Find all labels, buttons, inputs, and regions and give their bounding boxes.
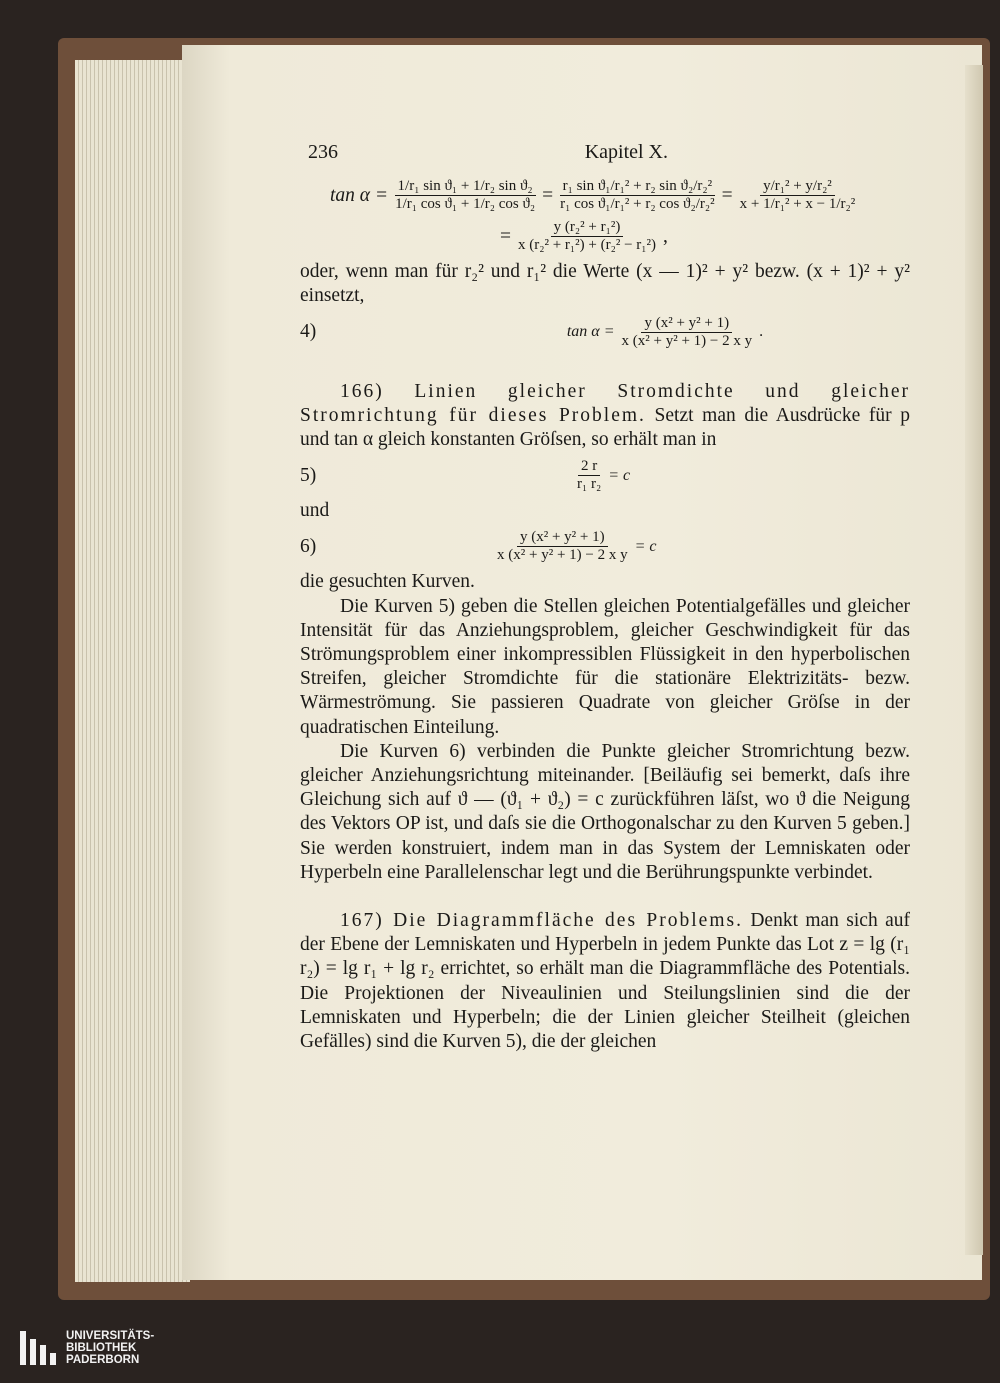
numerator: y (x² + y² + 1) (517, 529, 608, 547)
logo-line-1: UNIVERSITÄTS- (66, 1330, 155, 1342)
fraction (494, 529, 631, 564)
page-edge (965, 65, 983, 1255)
equals-sign: = (500, 225, 511, 247)
denominator: x (x² + y² + 1) − 2 x y (621, 332, 753, 349)
eq-label: 6) (300, 535, 317, 557)
eq-rhs: = c (634, 537, 657, 555)
frac3-numerator: y/r₁² + y/r₂² (760, 178, 835, 196)
frac1-denominator: 1/r₁ cos ϑ₁ + 1/r₂ cos ϑ₂ (395, 196, 536, 213)
eq-lhs: tan α = (330, 184, 389, 206)
eq-label: 4) (300, 321, 317, 342)
section-166 (300, 380, 910, 453)
frac4-denominator: x (r₂² + r₁²) + (r₂² − r₁²) (518, 237, 656, 254)
chapter-title: Kapitel X. (584, 141, 668, 163)
comma: , (663, 225, 668, 247)
eq-lhs: tan α = (566, 323, 615, 340)
running-head (308, 140, 668, 164)
eq-rhs: = c (608, 466, 631, 484)
section-heading: 166) Linien gleicher Stromdichte und gleicher Stromrichtung für dieses Problem. (300, 380, 910, 426)
library-logo (20, 1330, 154, 1366)
library-logo-text (66, 1330, 154, 1366)
denominator: x (x² + y² + 1) − 2 x y (497, 547, 628, 564)
text-gesuchten: die gesuchten Kurven. (300, 571, 475, 593)
text-substitution: oder, wenn man für r₂² und r₁² die Werte (x — 1)² + y² bezw. (x + 1)² + y² einsetzt, (300, 261, 910, 307)
equation-5 (300, 458, 910, 493)
eq-body (420, 315, 910, 350)
frac2-numerator: r₁ sin ϑ₁/r₁² + r₂ sin ϑ₂/r₂² (560, 178, 716, 196)
frac2-denominator: r₁ cos ϑ₁/r₁² + r₂ cos ϑ₂/r₂² (560, 196, 715, 213)
frac1-numerator: 1/r₁ sin ϑ₁ + 1/r₂ sin ϑ₂ (395, 178, 536, 196)
frac3-denominator: x + 1/r₁² + x − 1/r₂² (739, 196, 856, 213)
library-logo-icon (20, 1331, 58, 1365)
section-body: Denkt man sich auf der Ebene der Lemniskaten und Hyperbeln in jedem Punkte das Lot z = lg (r₁ r₂) = lg r₁ + lg r₂ errichtet, so erhält man die Diagrammfläche des Potentials. Die Projektionen der Niveaulinien und Steilungslinien sind die der Lemniskaten und Hyperbeln; die der Linien gleicher Steilheit (gleichen Gefälles) sind die Kurven 5), die der gleichen (300, 910, 910, 1053)
eq-body (420, 529, 910, 564)
equation-tan-alpha (330, 178, 910, 213)
paragraph-kurven-6: Die Kurven 6) verbinden die Punkte gleicher Stromrichtung bezw. gleicher Anziehungsrichtung miteinander. [Beiläufig sei bemerkt, daſs ihre Gleichung sich auf ϑ — (ϑ₁ + ϑ₂) = c zurückführen läſst, wo ϑ die Neigung des Vektors OP ist, und daſs sie die Orthogonalschar zu den Kurven 5 geben.] Sie werden konstruiert, indem man in das System der Lemniskaten oder Hyperbeln eine Parallelenschar legt und die Berührungspunkte verbindet. (300, 740, 910, 883)
logo-line-3: PADERBORN (66, 1354, 140, 1366)
fraction-3 (737, 178, 859, 213)
equation-6 (300, 529, 910, 564)
fraction-1 (392, 178, 538, 213)
logo-line-2: BIBLIOTHEK (66, 1342, 137, 1354)
fraction-2 (557, 178, 718, 213)
equation-tan-alpha-cont (500, 219, 910, 254)
section-heading: 167) Die Diagrammfläche des Problems. (340, 910, 743, 932)
spacer (300, 356, 910, 380)
eq-body (420, 458, 910, 493)
fraction-4 (515, 219, 659, 254)
fraction (574, 458, 604, 493)
numerator: y (x² + y² + 1) (641, 315, 732, 333)
page-text (300, 140, 910, 1054)
equation-4 (300, 315, 910, 350)
equals-sign: = (721, 184, 733, 206)
paragraph-kurven-5: Die Kurven 5) geben die Stellen gleichen Potentialgefälles und gleicher Intensität für das Anziehungsproblem, gleicher Geschwindigkeit für das Strömungsproblem einer inkompressiblen Flüssigkeit in den hyperbolischen Streifen, gleicher Stromdichte für die stationäre Elektrizitäts- bezw. Wärmeströmung. Sie passieren Quadrate von gleicher Gröſse in der quadratischen Einteilung. (300, 595, 910, 738)
connector-und: und (300, 500, 330, 522)
fraction (619, 315, 756, 350)
eq-label: 5) (300, 464, 317, 486)
period: . (759, 323, 764, 340)
numerator: 2 r (578, 458, 600, 476)
section-body: Setzt man die Ausdrücke für p und tan α gleich konstanten Gröſsen, so erhält man in (300, 404, 910, 451)
page-number: 236 (308, 141, 338, 163)
denominator: r₁ r₂ (577, 476, 602, 493)
frac4-numerator: y (r₂² + r₁²) (551, 219, 624, 237)
equals-sign: = (542, 184, 554, 206)
section-167 (300, 909, 910, 1054)
page-stack (75, 60, 190, 1282)
spacer (300, 885, 910, 909)
